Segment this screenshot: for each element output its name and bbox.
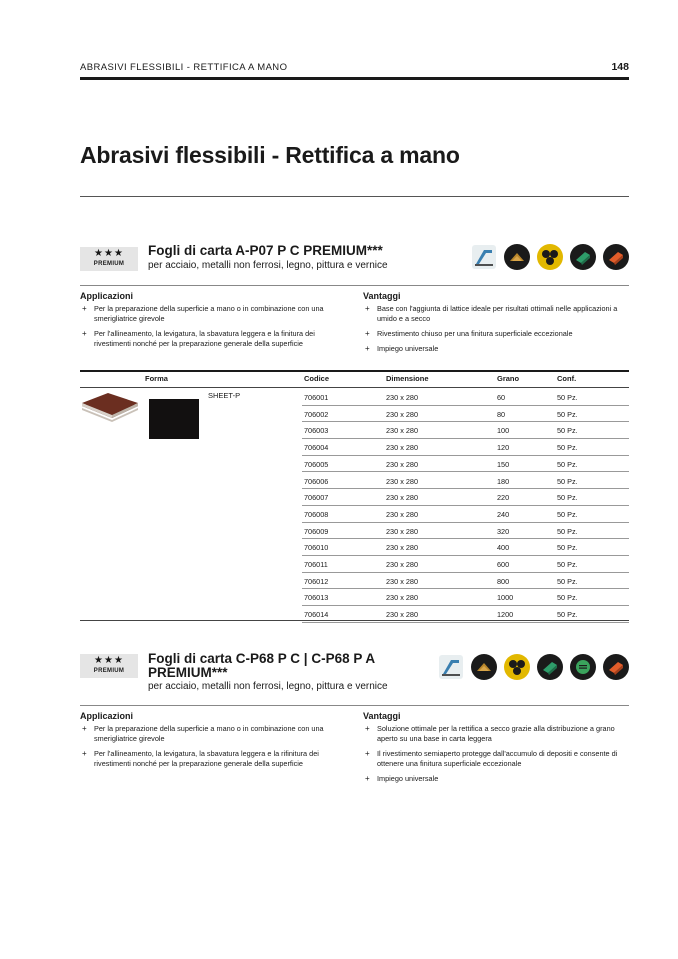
cell-grano: 1200 — [497, 610, 514, 620]
metal-icon — [504, 244, 530, 270]
vantaggi-heading: Vantaggi — [363, 291, 401, 301]
cell-codice: 706014 — [304, 610, 329, 620]
steel-profile-icon — [438, 654, 464, 680]
list-item: + Base con l'aggiunta di lattice ideale per risultati ottimali nelle applicazioni a umido e a secco — [363, 304, 633, 324]
wood-icon — [537, 654, 563, 680]
cell-conf: 50 Pz. — [557, 493, 578, 503]
sheet-swatch-image — [149, 399, 199, 439]
nonferrous-metal-icon — [537, 244, 563, 270]
table-header-rule — [80, 387, 629, 388]
cell-conf: 50 Pz. — [557, 560, 578, 569]
cell-grano: 100 — [497, 426, 510, 436]
premium-label: PREMIUM — [93, 668, 125, 674]
cell-dimensione: 230 x 280 — [386, 526, 419, 536]
cell-grano: 240 — [497, 509, 510, 519]
table-top-rule — [80, 370, 629, 372]
title-divider — [80, 196, 629, 197]
cell-grano: 60 — [497, 393, 506, 402]
list-item: + Per la preparazione della superficie a mano o in combinazione con una smerigliatrice girevole — [80, 724, 350, 744]
cell-grano: 320 — [497, 526, 510, 536]
cell-codice: 706010 — [304, 543, 329, 553]
premium-label: PREMIUM — [93, 261, 125, 267]
cell-codice: 706005 — [304, 459, 329, 469]
table-row — [302, 422, 629, 439]
product-name: Fogli di carta C-P68 P C | C-P68 P A PREMIUM*** — [148, 651, 375, 680]
cell-dimensione: 230 x 280 — [386, 409, 419, 419]
header-rule — [80, 77, 629, 80]
cell-conf: 50 Pz. — [557, 443, 578, 453]
section-divider — [80, 285, 629, 286]
cell-grano: 600 — [497, 560, 510, 569]
applicazioni-heading: Applicazioni — [80, 711, 134, 721]
table-row — [302, 489, 629, 506]
table-row — [302, 573, 629, 590]
wood-icon — [570, 244, 596, 270]
product-subtitle: per acciaio, metalli non ferrosi, legno, pittura e vernice — [148, 681, 388, 692]
cell-dimensione: 230 x 280 — [386, 426, 419, 436]
application-icons — [471, 244, 629, 270]
section-divider — [80, 705, 629, 706]
metal-icon — [471, 654, 497, 680]
cell-dimensione: 230 x 280 — [386, 509, 419, 519]
cell-dimensione: 230 x 280 — [386, 560, 419, 569]
table-row — [302, 523, 629, 540]
cell-codice: 706003 — [304, 426, 329, 436]
stars-icon: ★★★ — [94, 655, 124, 666]
cell-codice: 706013 — [304, 593, 329, 603]
list-item: + Impiego universale — [363, 344, 633, 354]
cell-conf: 50 Pz. — [557, 526, 578, 536]
table-row — [302, 389, 629, 406]
form-label: SHEET-P — [208, 391, 241, 400]
product-1-vantaggi — [363, 291, 633, 359]
cell-codice: 706001 — [304, 393, 329, 402]
cell-codice: 706007 — [304, 493, 329, 503]
cell-codice: 706011 — [304, 560, 328, 569]
application-icons — [438, 654, 629, 680]
premium-badge — [80, 654, 138, 678]
cell-conf: 50 Pz. — [557, 576, 578, 586]
table-row — [302, 456, 629, 473]
list-item: + Rivestimento chiuso per una finitura superficiale eccezionale — [363, 329, 633, 339]
list-item: + Impiego universale — [363, 774, 633, 784]
cell-conf: 50 Pz. — [557, 509, 578, 519]
cell-dimensione: 230 x 280 — [386, 443, 419, 453]
cell-codice: 706004 — [304, 443, 329, 453]
cell-codice: 706002 — [304, 409, 329, 419]
cell-dimensione: 230 x 280 — [386, 393, 419, 402]
col-header-grano: Grano — [497, 374, 520, 383]
cell-conf: 50 Pz. — [557, 393, 578, 402]
cell-conf: 50 Pz. — [557, 459, 578, 469]
table-row — [302, 589, 629, 606]
paint-icon — [603, 654, 629, 680]
cell-grano: 180 — [497, 476, 510, 486]
cell-codice: 706012 — [304, 576, 329, 586]
list-item: + Per l'allineamento, la levigatura, la sbavatura leggera e la rifinitura dei rivestimenti nonché per la preparazione generale della superficie — [80, 749, 350, 769]
applicazioni-heading: Applicazioni — [80, 291, 134, 301]
nonferrous-metal-icon — [504, 654, 530, 680]
cell-dimensione: 230 x 280 — [386, 610, 419, 620]
steel-profile-icon — [471, 244, 497, 270]
cell-dimensione: 230 x 280 — [386, 543, 419, 553]
col-header-forma: Forma — [145, 374, 168, 383]
product-1-applicazioni — [80, 291, 350, 354]
table-row — [302, 439, 629, 456]
col-header-codice: Codice — [304, 374, 330, 383]
cell-grano: 150 — [497, 459, 510, 469]
cell-grano: 220 — [497, 493, 510, 503]
cell-codice: 706008 — [304, 509, 329, 519]
cell-conf: 50 Pz. — [557, 593, 578, 603]
cell-grano: 800 — [497, 576, 510, 586]
cell-dimensione: 230 x 280 — [386, 493, 419, 503]
page-header — [80, 60, 629, 82]
header-title: ABRASIVI FLESSIBILI - RETTIFICA A MANO — [80, 62, 288, 73]
cell-grano: 1000 — [497, 593, 514, 603]
table-row — [302, 506, 629, 523]
col-header-conf: Conf. — [557, 374, 577, 383]
product-2-applicazioni — [80, 711, 350, 774]
table-row — [302, 556, 629, 573]
list-item: + Per la preparazione della superficie a mano o in combinazione con una smerigliatrice girevole — [80, 304, 350, 324]
list-item: + Per l'allineamento, la levigatura, la sbavatura leggera e la finitura dei rivestimenti nonché per la preparazione generale della superficie — [80, 329, 350, 349]
cell-codice: 706009 — [304, 526, 329, 536]
sheet-stack-image — [82, 392, 138, 424]
product-subtitle: per acciaio, metalli non ferrosi, legno, pittura e vernice — [148, 260, 388, 271]
table-row — [302, 473, 629, 490]
cell-grano: 120 — [497, 443, 510, 453]
premium-badge — [80, 247, 138, 271]
table-bottom-rule — [80, 620, 629, 621]
cell-dimensione: 230 x 280 — [386, 459, 419, 469]
cell-conf: 50 Pz. — [557, 426, 578, 436]
cell-grano: 400 — [497, 543, 510, 553]
list-item: + Soluzione ottimale per la rettifica a secco grazie alla distribuzione a grano aperto su una base in carta leggera — [363, 724, 633, 744]
vantaggi-heading: Vantaggi — [363, 711, 401, 721]
cell-dimensione: 230 x 280 — [386, 476, 419, 486]
cell-conf: 50 Pz. — [557, 543, 578, 553]
product-2-vantaggi — [363, 711, 633, 789]
page-title: Abrasivi flessibili - Rettifica a mano — [80, 142, 460, 168]
page-number: 148 — [611, 61, 629, 73]
stars-icon: ★★★ — [94, 248, 124, 259]
cell-conf: 50 Pz. — [557, 476, 578, 486]
col-header-dimensione: Dimensione — [386, 374, 429, 383]
drywall-icon — [570, 654, 596, 680]
cell-dimensione: 230 x 280 — [386, 593, 419, 603]
cell-conf: 50 Pz. — [557, 409, 578, 419]
product-name: Fogli di carta A-P07 P C PREMIUM*** — [148, 243, 383, 258]
cell-conf: 50 Pz. — [557, 610, 578, 620]
table-row — [302, 539, 629, 556]
cell-codice: 706006 — [304, 476, 329, 486]
list-item: + Il rivestimento semiaperto protegge dall'accumulo di depositi e consente di ottenere una finitura superficiale eccezionale — [363, 749, 633, 769]
table-row — [302, 406, 629, 423]
paint-icon — [603, 244, 629, 270]
cell-dimensione: 230 x 280 — [386, 576, 419, 586]
cell-grano: 80 — [497, 409, 506, 419]
